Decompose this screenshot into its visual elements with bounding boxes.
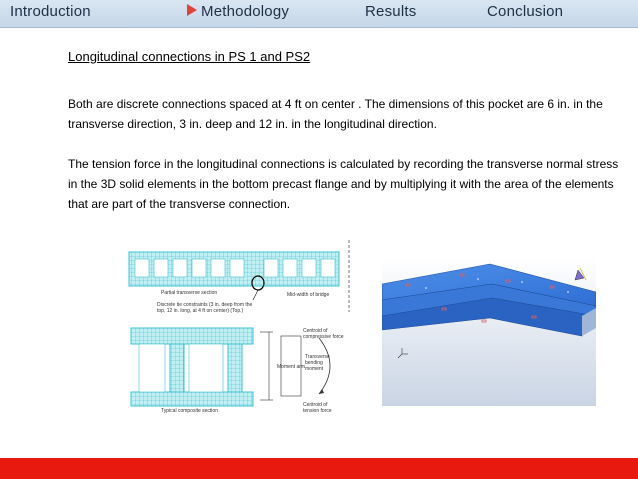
caption-partial-section: Partial transverse section (161, 290, 218, 296)
3d-model-figure (382, 258, 596, 406)
nav-introduction[interactable]: Introduction (10, 3, 91, 20)
transverse-section-figure (127, 236, 353, 422)
nav-results[interactable]: Results (365, 3, 417, 20)
paragraph-dimensions: Both are discrete connections spaced at 4 ft on center . The dimensions of this pocket are 6 in. in the transverse direction, 3 in. deep and 12 in. in the longitudinal direction. (68, 97, 603, 131)
active-arrow-icon (187, 4, 197, 16)
slide-subtitle: Longitudinal connections in PS 1 and PS2 (68, 49, 311, 64)
nav-conclusion[interactable]: Conclusion (487, 3, 564, 20)
caption-mid-width: Mid-width of bridge (287, 292, 330, 298)
3d-model-drawing (382, 258, 596, 406)
navigation-bar (0, 0, 638, 28)
nav-methodology[interactable] (187, 3, 289, 20)
caption-centroid-compressive: Centroid of compressive force (303, 328, 344, 340)
nav-methodology-label: Methodology (201, 3, 290, 20)
caption-transverse-moment: Transverse bending moment (305, 354, 330, 372)
caption-typical-section: Typical composite section (161, 408, 218, 414)
caption-centroid-tension: Centroid of tension force (303, 402, 332, 414)
footer-bar (0, 458, 638, 479)
caption-moment-arm: Moment arm (277, 364, 306, 370)
paragraph-tension-force: The tension force in the longitudinal connections is calculated by recording the transverse normal stress in the 3D solid elements in the bottom precast flange and by multiplying it with the area of the elements that are part of the transverse connection. (68, 157, 619, 211)
caption-discrete-tie: Discrete tie constraints (3 in. deep from the top, 12 in. long, at 4 ft on center) (Top.) (157, 302, 253, 314)
